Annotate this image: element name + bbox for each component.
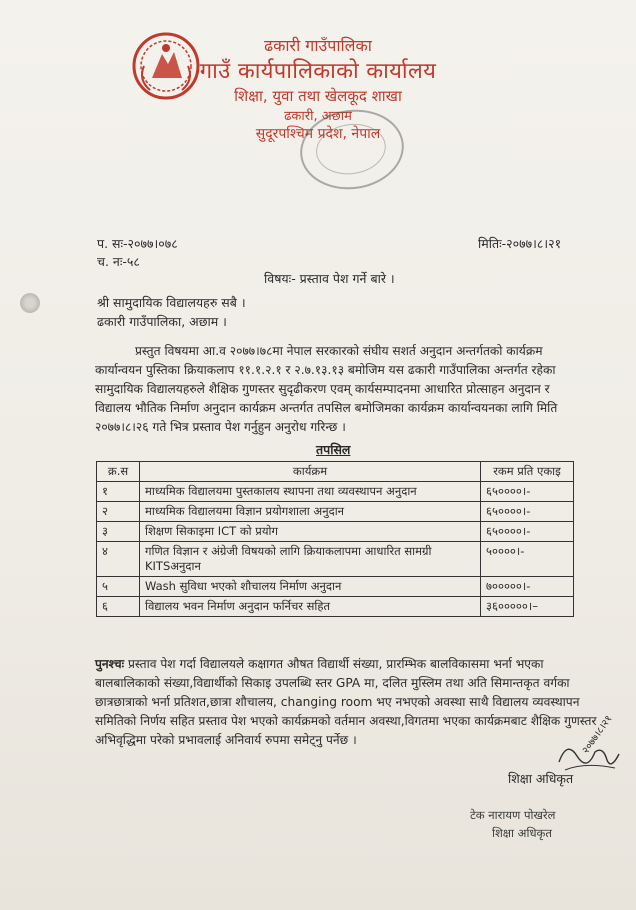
postscript-text: प्रस्ताव पेश गर्दा विद्यालयले कक्षागत औषत विद्यार्थी संख्या, प्रारम्भिक बालविकासमा भर्ना भएका बालबालिकाको संख्या,विद्यार्थीको सिकाइ उपलब्धि स्तर GPA मा, दलित मुस्लिम तथा अति सिमान्तकृत वर्गका छात्रछात्राको भर्ना प्रतिशत,छात्रा शौचालय, changing room भए नभएको अवस्था साथै विद्यालय व्यवस्थापन समितिको निर्णय सहित प्रस्ताव पेश भएको कार्यक्रमको वर्तमान अवस्था,विगतमा भएका कार्यक्रमबाट शैक्षिक गुणस्तर अभिवृद्धिमा परेको प्रभावलाई अनिवार्य रुपमा समेट्नु पर्नेछ । — [95, 657, 597, 747]
row-program: Wash सुविधा भएको शौचालय निर्माण अनुदान — [140, 577, 481, 597]
letter-date: मितिः-२०७७।८।२१ — [478, 236, 562, 251]
table-caption: तपसिल — [316, 442, 351, 457]
header-serial: क्र.स — [97, 462, 140, 482]
punch-hole — [20, 293, 40, 313]
row-program: शिक्षण सिकाइमा ICT को प्रयोग — [140, 522, 481, 542]
row-amount: ६५००००।- — [481, 482, 574, 502]
postscript-label: पुनश्चः — [95, 657, 125, 671]
table-row — [97, 522, 574, 542]
officer-name-stamp: टेक नारायण पोखरेल — [470, 808, 556, 822]
addressee-line-2: ढकारी गाउँपालिका, अछाम । — [97, 314, 227, 329]
row-amount: ७०००००।- — [481, 577, 574, 597]
header-amount: रकम प्रति एकाइ — [481, 462, 574, 482]
row-amount: ३६०००००।– — [481, 597, 574, 617]
table-row — [97, 502, 574, 522]
row-program: माध्यमिक विद्यालयमा पुस्तकालय स्थापना तथा व्यवस्थापन अनुदान — [140, 482, 481, 502]
table-row — [97, 542, 574, 577]
row-program: गणित विज्ञान र अंग्रेजी विषयको लागि क्रियाकलापमा आधारित सामग्री KITSअनुदान — [140, 542, 481, 577]
dispatch-number: च. नः-५८ — [97, 254, 140, 269]
table-row — [97, 577, 574, 597]
letterhead-office: गाउँ कार्यपालिकाको कार्यालय — [199, 59, 437, 84]
body-paragraph: प्रस्तुत विषयमा आ.व २०७७।७८मा नेपाल सरकारको संघीय सशर्त अनुदान अन्तर्गतको कार्यक्रम कार्यान्वयन पुस्तिका क्रियाकलाप ११.१.२.१ र २.७.१३.१३ बमोजिम यस ढकारी गाउँपालिका अन्तर्गत रहेका सामुदायिक विद्यालयहरुले शैक्षिक गुणस्तर सुदृढीकरण एवम् कार्यसम्पादनमा आधारित प्रोत्साहन अनुदान र विद्यालय भौतिक निर्माण अनुदान कार्यक्रम अन्तर्गत तपसिल बमोजिमका कार्यक्रम कार्यान्वयनका लागि मिति २०७७।८।२६ गते भित्र प्रस्ताव पेश गर्नुहुन अनुरोध गरिन्छ । — [95, 344, 558, 434]
row-serial: ४ — [97, 542, 140, 577]
row-serial: १ — [97, 482, 140, 502]
row-amount: ६५००००।- — [481, 522, 574, 542]
row-serial: ६ — [97, 597, 140, 617]
program-table — [96, 461, 574, 617]
table-row — [97, 482, 574, 502]
letterhead-municipality: ढकारी गाउँपालिका — [264, 36, 372, 55]
signatory-title: शिक्षा अधिकृत — [508, 771, 574, 786]
reference-number: प. सः-२०७७।०७८ — [97, 236, 178, 251]
row-program: माध्यमिक विद्यालयमा विज्ञान प्रयोगशाला अनुदान — [140, 502, 481, 522]
row-serial: ३ — [97, 522, 140, 542]
addressee-line-1: श्री सामुदायिक विद्यालयहरु सबै । — [97, 295, 246, 310]
table-row — [97, 597, 574, 617]
row-serial: २ — [97, 502, 140, 522]
subject-line: विषयः- प्रस्ताव पेश गर्ने बारे । — [264, 271, 395, 286]
letterhead-location: ढकारी, अछाम — [284, 109, 352, 124]
officer-designation-stamp: शिक्षा अधिकृत — [492, 826, 552, 840]
postscript — [95, 655, 605, 750]
row-program: विद्यालय भवन निर्माण अनुदान फर्निचर सहित — [140, 597, 481, 617]
row-amount: ६५००००।- — [481, 502, 574, 522]
handwritten-date: २०७७।८।२१ — [580, 713, 615, 757]
header-program: कार्यक्रम — [140, 462, 481, 482]
letterhead-province: सुदूरपश्चिम प्रदेश, नेपाल — [255, 126, 381, 142]
row-amount: ५००००।- — [481, 542, 574, 577]
row-serial: ५ — [97, 577, 140, 597]
letterhead-section: शिक्षा, युवा तथा खेलकूद शाखा — [234, 87, 402, 105]
table-header-row — [97, 462, 574, 482]
